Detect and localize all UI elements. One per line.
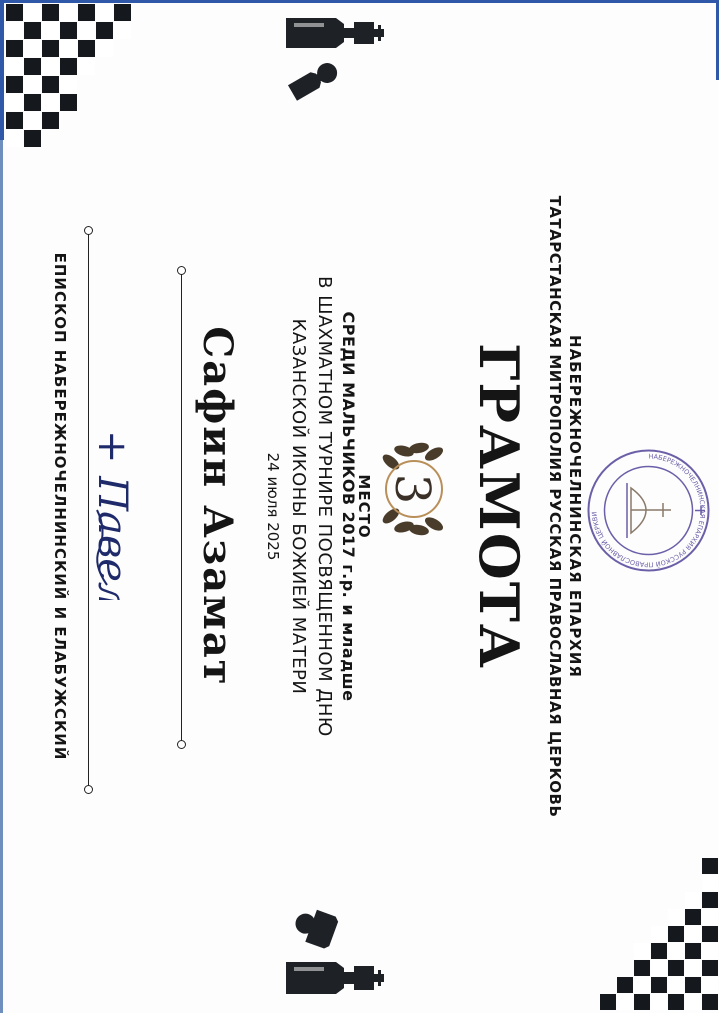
place-word: МЕСТО [355, 474, 373, 539]
signature-text: + Павел [89, 430, 135, 600]
winner-name: Сафин Азамат [194, 326, 241, 687]
diocese-name: НАБЕРЕЖНОЧЕЛНИНСКАЯ ЕПАРХИЯ [566, 335, 584, 678]
place-number: 3 [384, 473, 440, 505]
signature [79, 420, 149, 600]
category-text: СРЕДИ МАЛЬЧИКОВ 2017 г.р. и младше [339, 311, 358, 702]
tournament-line-2: КАЗАНСКОЙ ИКОНЫ БОЖИЕЙ МАТЕРИ [288, 318, 309, 695]
name-underline-top [181, 270, 182, 745]
laurel-wreath-icon [369, 434, 464, 544]
tournament-line-1: В ШАХМАТНОМ ТУРНИРЕ ПОСВЯЩЕННОМ ДНЮ [314, 276, 335, 737]
seal-text: НАБЕРЕЖНОЧЕЛНИНСКАЯ ЕПАРХИЯ РУССКОЙ ПРАВОСЛАВНОЙ ЦЕРКВИ [590, 452, 707, 569]
certificate-title: ГРАМОТА [467, 343, 531, 670]
signer-title: ЕПИСКОП НАБЕРЕЖНОЧЕЛНИНСКИЙ И ЕЛАБУЖСКИЙ [51, 252, 69, 761]
event-date: 24 июля 2025 [264, 452, 282, 561]
signature-line [88, 230, 89, 790]
church-seal-icon [586, 448, 711, 573]
metropoly-name: ТАТАРСТАНСКАЯ МИТРОПОЛИЯ РУССКАЯ ПРАВОСЛАВНАЯ ЦЕРКОВЬ [546, 195, 564, 818]
